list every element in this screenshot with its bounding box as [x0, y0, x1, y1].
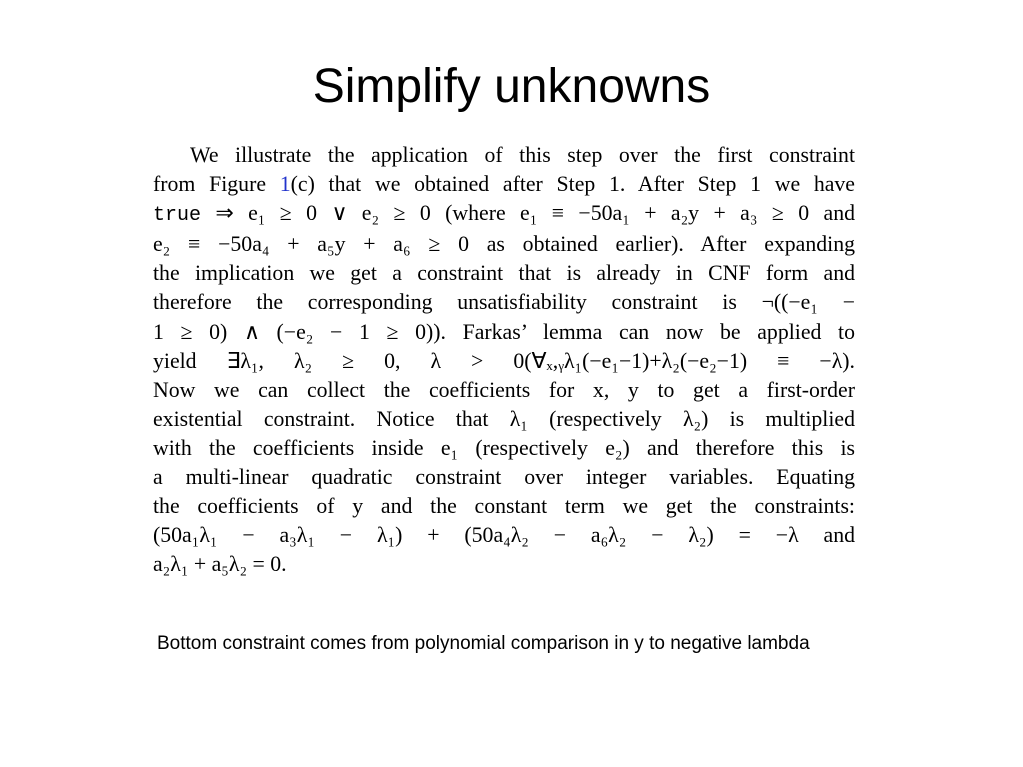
slide-title: Simplify unknowns [312, 60, 711, 113]
paper-excerpt [153, 141, 855, 579]
excerpt-line: a₂λ₁ + a₅λ₂ = 0. [153, 552, 287, 577]
excerpt-line: the implication we get a constraint that is already in CNF form and [153, 261, 855, 286]
excerpt-text: ⇒ e₁ ≥ 0 ∨ e₂ ≥ 0 (where e₁ ≡ −50a₁ + a₂y + a₃ ≥ 0 and [201, 201, 855, 226]
excerpt-line: We illustrate the application of this step over the first constraint [190, 143, 855, 167]
excerpt-line: with the coefficients inside e₁ (respectively e₂) and therefore this is [153, 435, 855, 460]
excerpt-line: Now we can collect the coefficients for x, y to get a first-order [153, 377, 855, 402]
excerpt-line: therefore the corresponding unsatisfiability constraint is ¬((−e₁ − [153, 290, 855, 315]
slide-caption: Bottom constraint comes from polynomial comparison in y to negative lambda [157, 633, 810, 654]
excerpt-line: (50a₁λ₁ − a₃λ₁ − λ₁) + (50a₄λ₂ − a₆λ₂ − λ₂) = −λ and [153, 523, 855, 548]
keyword-true: true [153, 204, 202, 228]
excerpt-line: a multi-linear quadratic constraint over integer variables. Equating [153, 465, 855, 490]
excerpt-text: (c) that we obtained after Step 1. After Step 1 we have [290, 172, 855, 197]
excerpt-line: e₂ ≡ −50a₄ + a₅y + a₆ ≥ 0 as obtained earlier). After expanding [153, 232, 855, 257]
excerpt-line [153, 199, 855, 230]
excerpt-line: yield ∃λ₁, λ₂ ≥ 0, λ > 0(∀ₓ,ᵧλ₁(−e₁−1)+λ₂(−e₂−1) ≡ −λ). [153, 348, 855, 373]
excerpt-line: the coefficients of y and the constant term we get the constraints: [153, 494, 855, 519]
excerpt-line: 1 ≥ 0) ∧ (−e₂ − 1 ≥ 0)). Farkas’ lemma can now be applied to [153, 319, 855, 344]
excerpt-line [153, 170, 855, 199]
figure-reference-link[interactable]: 1 [279, 172, 291, 197]
excerpt-text: from Figure [153, 172, 280, 197]
excerpt-line: existential constraint. Notice that λ₁ (respectively λ₂) is multiplied [153, 406, 855, 431]
